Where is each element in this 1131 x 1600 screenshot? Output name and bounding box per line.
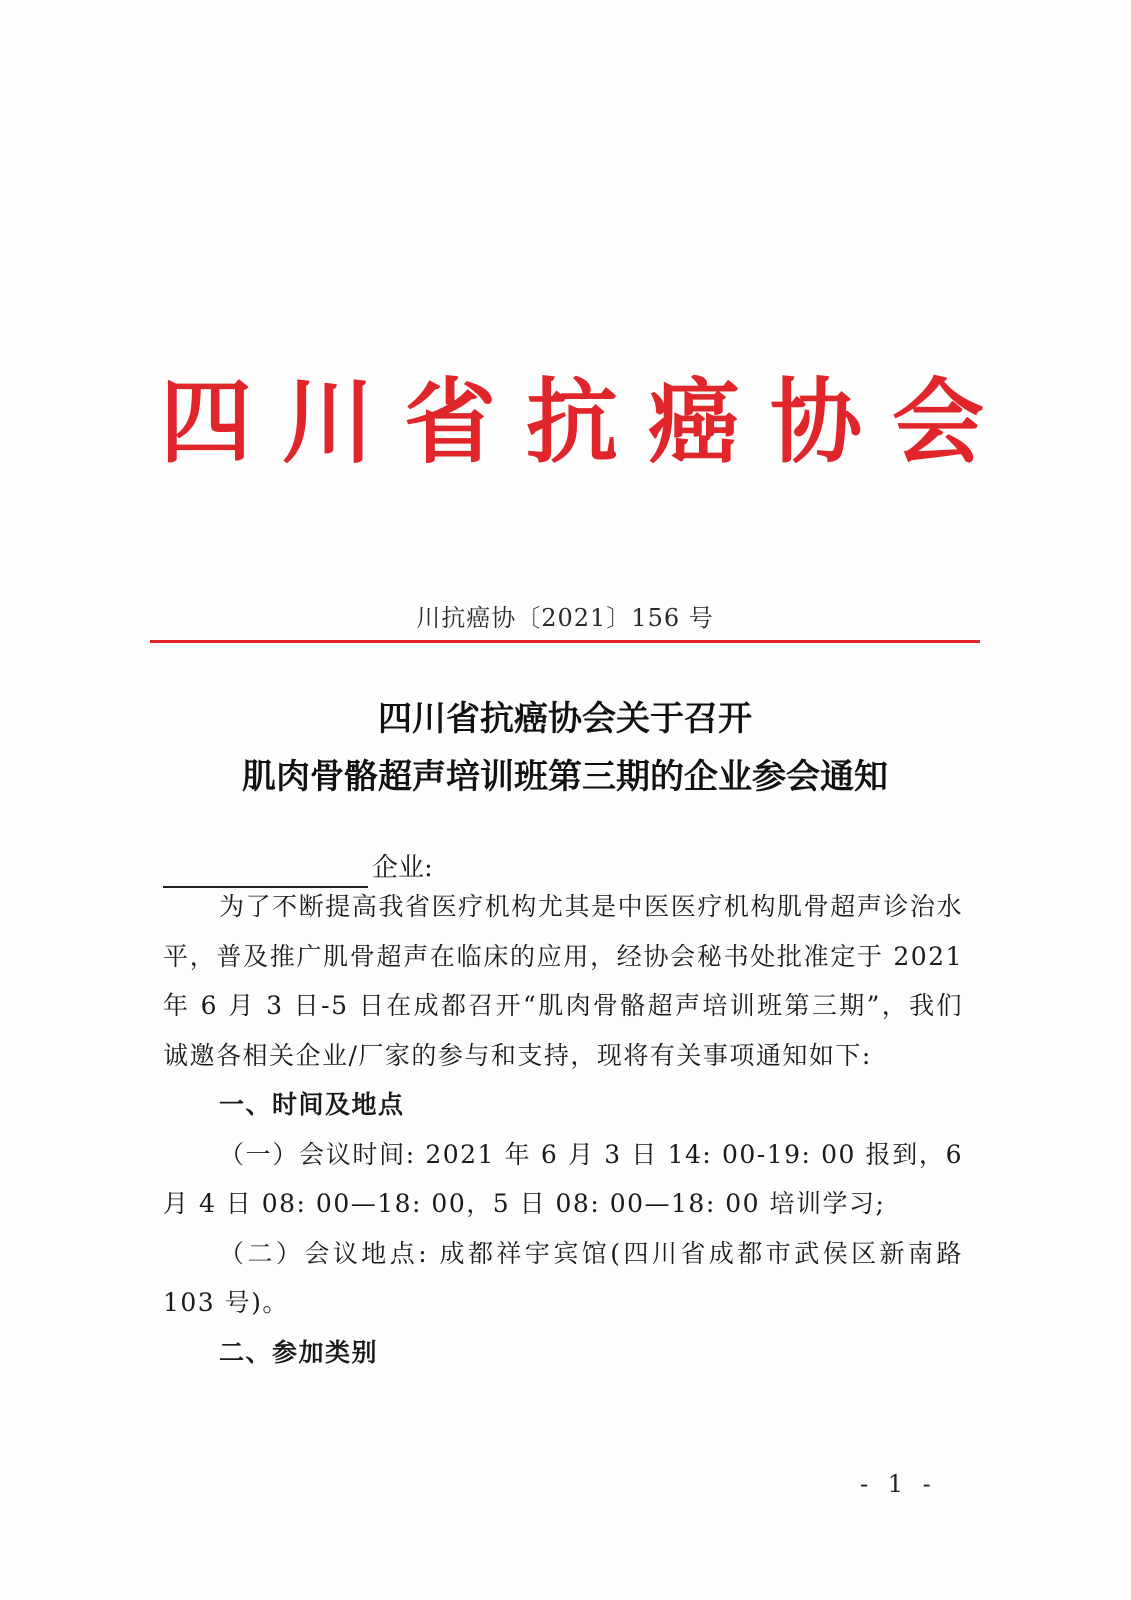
notice-body <box>163 882 963 1377</box>
notice-title <box>120 690 1010 806</box>
notice-title-line-1: 四川省抗癌协会关于召开 <box>378 699 752 739</box>
intro-paragraph: 为了不断提高我省医疗机构尤其是中医医疗机构肌骨超声诊治水平，普及推广肌骨超声在临床的应用，经协会秘书处批准定于 2021 年 6 月 3 日-5 日在成都召开“肌肉骨骼超声培训班第三期”，我们诚邀各相关企业/厂家的参与和支持，现将有关事项通知如下: <box>163 892 963 1070</box>
section-1-item-1: （一）会议时间: 2021 年 6 月 3 日 14: 00-19: 00 报到，6 月 4 日 08: 00—18: 00，5 日 08: 00—18: 00 培训学习; <box>163 1139 963 1218</box>
section-2-heading: 二、参加类别 <box>219 1337 379 1367</box>
organization-header: 四川省抗癌协会 <box>160 369 1015 476</box>
red-divider-line <box>150 640 980 643</box>
notice-title-line-2: 肌肉骨骼超声培训班第三期的企业参会通知 <box>242 757 888 797</box>
document-number: 川抗癌协〔2021〕156 号 <box>416 604 714 632</box>
section-1-item-2: （二）会议地点: 成都祥宇宾馆(四川省成都市武侯区新南路 103 号)。 <box>163 1238 963 1317</box>
page-number: - 1 - <box>860 1470 937 1498</box>
section-1-heading: 一、时间及地点 <box>219 1090 405 1119</box>
addressee-suffix: 企业: <box>372 853 433 883</box>
